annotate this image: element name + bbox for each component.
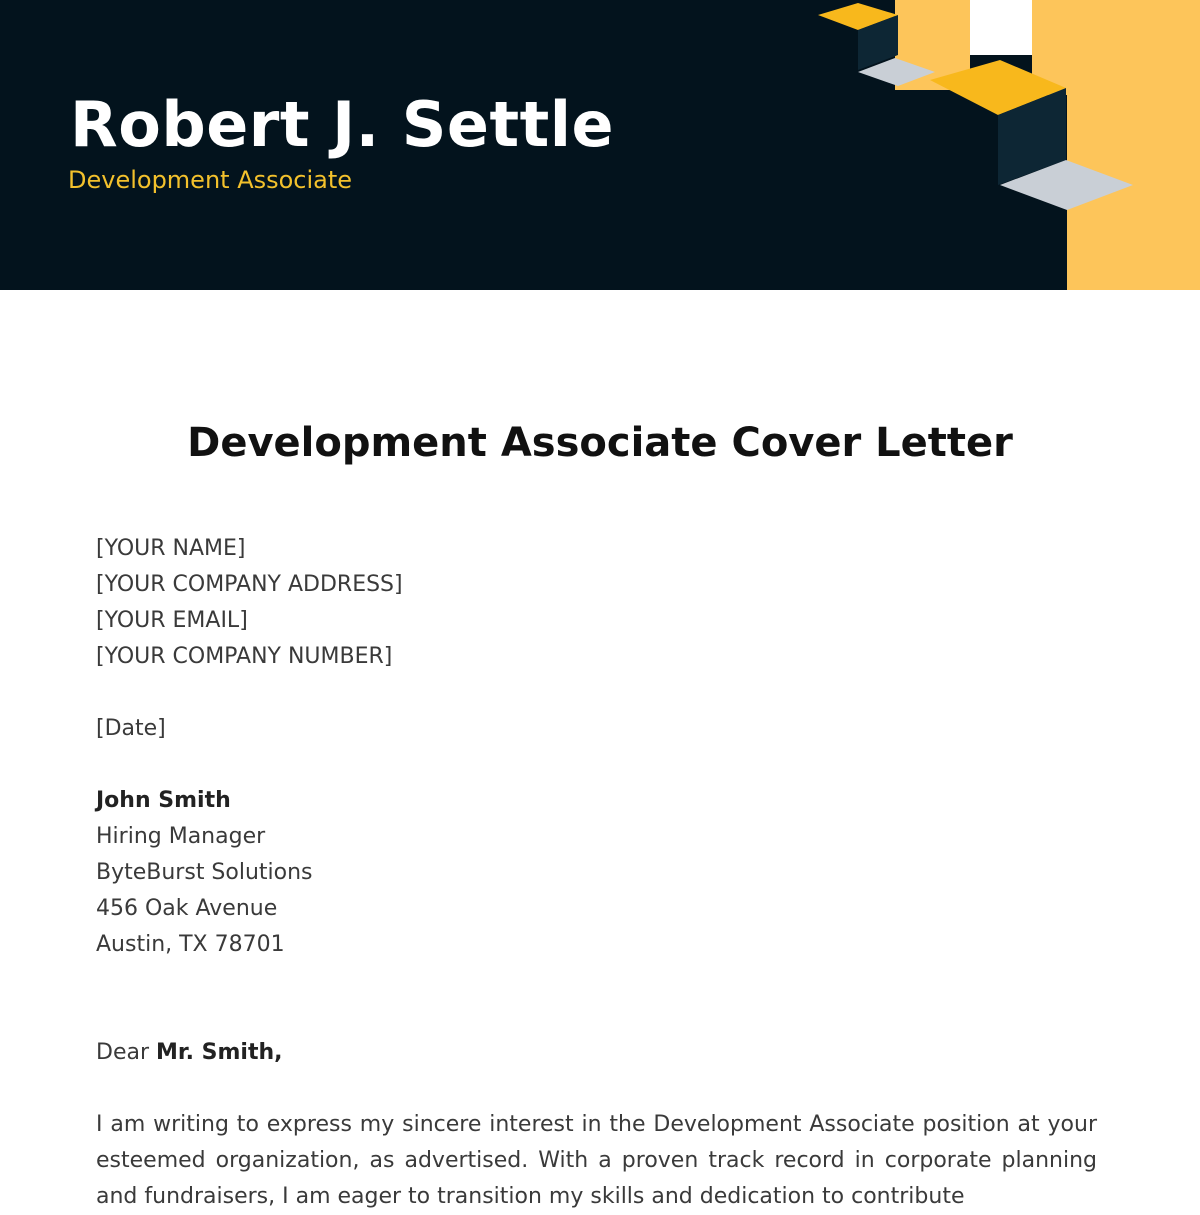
salutation-name: Mr. Smith, <box>156 1040 283 1065</box>
salutation <box>96 1035 282 1071</box>
sender-email: [YOUR EMAIL] <box>96 608 248 633</box>
applicant-name: Robert J. Settle <box>70 88 615 161</box>
sender-number: [YOUR COMPANY NUMBER] <box>96 644 393 669</box>
letter-date: [Date] <box>96 716 166 741</box>
letter-body-paragraph: I am writing to express my sincere interest in the Development Associate position at your esteemed organization, as advertised. With a proven track record in corporate planning and fundraisers, I am eager to transition my skills and dedication to contribute <box>96 1112 1097 1209</box>
applicant-role: Development Associate <box>68 166 353 194</box>
letterhead-banner <box>0 0 1200 290</box>
date-block <box>96 711 166 747</box>
sender-address: [YOUR COMPANY ADDRESS] <box>96 572 403 597</box>
recipient-title: Hiring Manager <box>96 824 266 849</box>
sender-block <box>96 531 403 675</box>
recipient-name: John Smith <box>96 788 231 813</box>
recipient-company: ByteBurst Solutions <box>96 860 313 885</box>
recipient-street: 456 Oak Avenue <box>96 896 278 921</box>
recipient-block <box>96 783 313 963</box>
sender-name: [YOUR NAME] <box>96 536 246 561</box>
salutation-greeting: Dear <box>96 1040 150 1065</box>
document-title: Development Associate Cover Letter <box>187 420 1013 466</box>
recipient-city: Austin, TX 78701 <box>96 932 285 957</box>
